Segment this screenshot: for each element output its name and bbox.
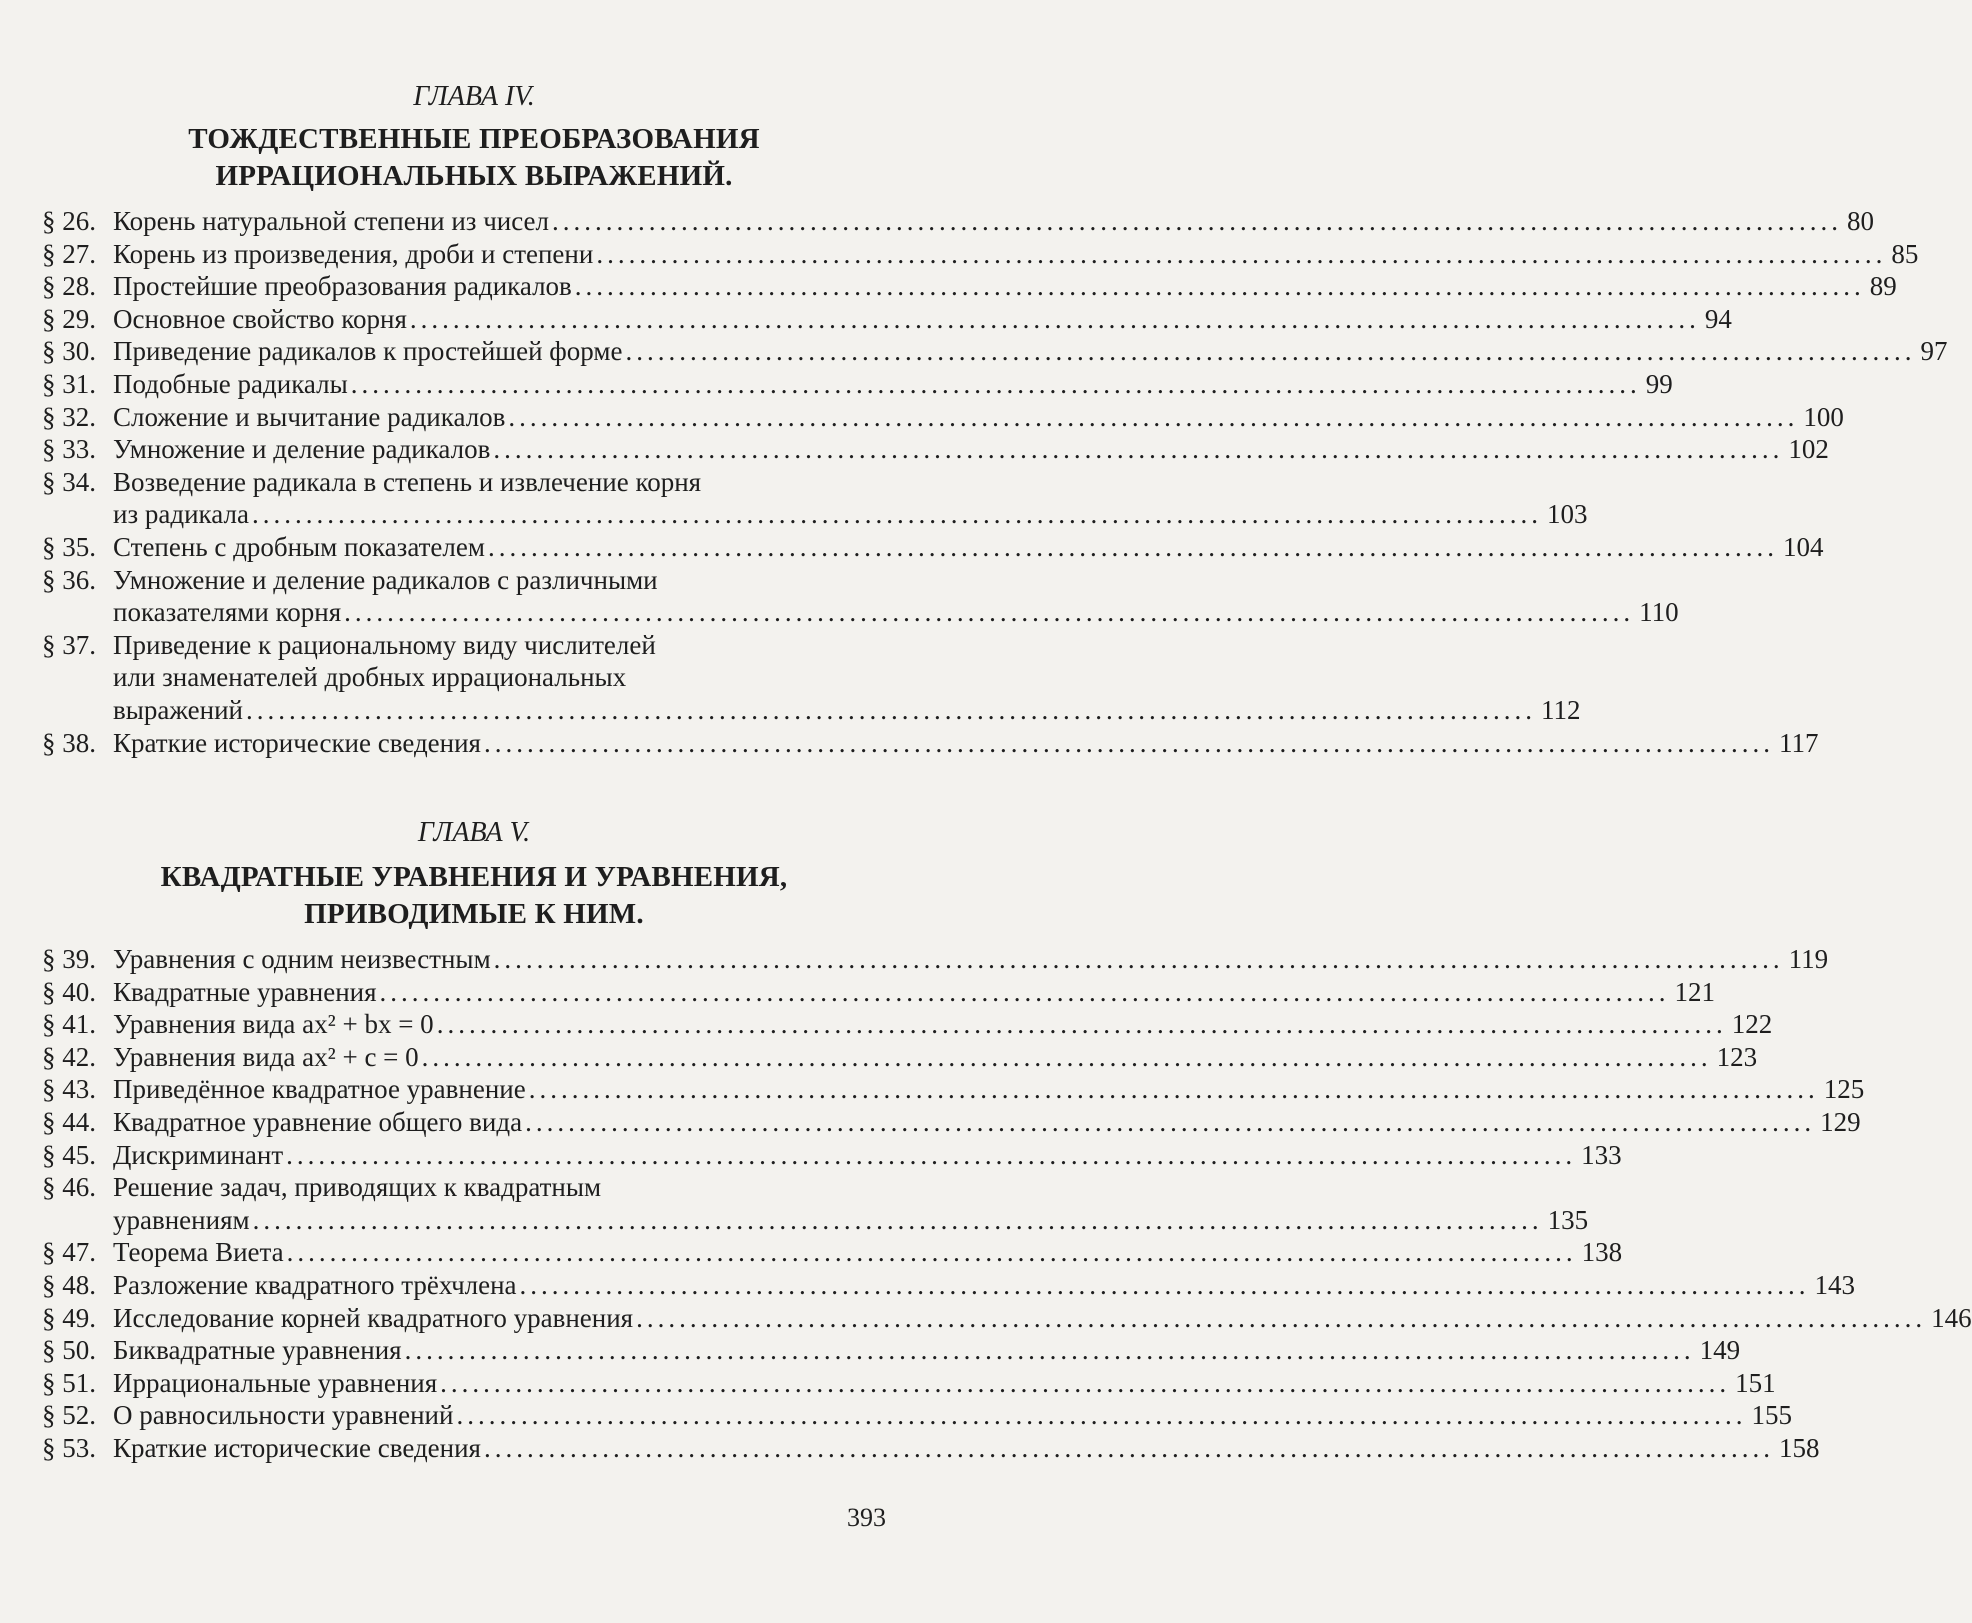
dot-leader: ........................................................................................................................: [528, 1074, 1819, 1105]
page-ref: 155: [1751, 1400, 1792, 1431]
dot-leader: ........................................................................................................................: [487, 531, 1778, 562]
entry-body: [113, 368, 1673, 401]
section-number: § 27.: [42, 238, 96, 269]
entry-body: [113, 1236, 1623, 1269]
entry-body: [113, 466, 1588, 531]
entry-title-line: Исследование корней квадратного уравнения: [113, 1302, 634, 1333]
page-ref: 149: [1699, 1335, 1741, 1366]
toc-entry: [42, 976, 1716, 1009]
toc-entry: [42, 401, 1844, 434]
section-number: § 46.: [42, 1172, 96, 1203]
entry-last-line: [113, 238, 1919, 271]
page-ref: 103: [1546, 499, 1588, 530]
entry-body: [113, 401, 1844, 434]
section-number: § 28.: [42, 271, 96, 302]
section-number: § 34.: [42, 466, 96, 497]
entry-title-line: Квадратное уравнение общего вида: [113, 1106, 523, 1137]
toc-entry: [42, 1171, 1589, 1236]
section-number: § 36.: [42, 564, 96, 595]
section-number: § 35.: [42, 531, 96, 562]
entry-body: [113, 303, 1732, 336]
section-number: § 30.: [42, 336, 96, 367]
entry-last-line: [113, 531, 1824, 564]
dot-leader: ........................................................................................................................: [409, 303, 1700, 334]
section-number: § 41.: [42, 1009, 96, 1040]
chapter-title-line: ТОЖДЕСТВЕННЫЕ ПРЕОБРАЗОВАНИЯ: [188, 123, 760, 155]
dot-leader: ........................................................................................................................: [246, 694, 1537, 725]
entry-title-line: Возведение радикала в степень и извлечение корня: [113, 466, 702, 497]
chapter-title-line: ПРИВОДИМЫЕ К НИМ.: [304, 898, 644, 930]
section-number: § 37.: [42, 629, 96, 660]
entry-last-line: [113, 1041, 1758, 1074]
page-ref: 158: [1778, 1432, 1820, 1463]
toc-entry: [42, 1041, 1758, 1074]
entry-body: [113, 1399, 1792, 1432]
page-ref: 138: [1581, 1237, 1623, 1268]
dot-leader: ........................................................................................................................: [493, 434, 1784, 465]
toc-entry: [42, 466, 1588, 531]
chapter-title-line: КВАДРАТНЫЕ УРАВНЕНИЯ И УРАВНЕНИЯ,: [160, 861, 788, 893]
entry-body: [113, 1432, 1820, 1465]
entry-title-line: Разложение квадратного трёхчлена: [113, 1269, 517, 1300]
page-ref: 135: [1547, 1204, 1589, 1235]
dot-leader: ........................................................................................................................: [483, 1432, 1774, 1463]
entry-title-line: Простейшие преобразования радикалов: [113, 271, 572, 302]
toc-entry: [42, 205, 1875, 238]
dot-leader: ........................................................................................................................: [404, 1335, 1695, 1366]
section-number: § 38.: [42, 727, 96, 758]
dot-leader: ........................................................................................................................: [350, 368, 1641, 399]
entry-last-line: [113, 1334, 1741, 1367]
toc-entry: [42, 270, 1897, 303]
toc-entry: [42, 629, 1581, 727]
chapter-5-label: ГЛАВА V.: [417, 817, 531, 848]
entry-body: [113, 1041, 1758, 1074]
entry-last-line: [113, 694, 1581, 727]
entry-body: [113, 727, 1819, 760]
page-ref: 117: [1778, 727, 1819, 758]
entry-last-line: [113, 1302, 1972, 1335]
page-ref: 99: [1645, 368, 1673, 399]
entry-body: [113, 238, 1919, 271]
section-number: § 40.: [42, 976, 96, 1007]
entry-title-line: Биквадратные уравнения: [113, 1335, 402, 1366]
page-ref: 94: [1704, 303, 1732, 334]
chapter-5-title: [0, 859, 948, 933]
entry-last-line: [113, 1236, 1623, 1269]
entry-last-line: [113, 976, 1716, 1009]
section-number: § 39.: [42, 944, 96, 974]
entry-last-line: [113, 335, 1948, 368]
entry-title-line: Дискриминант: [113, 1139, 284, 1170]
toc-entry: [42, 531, 1824, 564]
section-number: § 26.: [42, 206, 96, 236]
entry-title-line: или знаменателей дробных иррациональных: [113, 662, 627, 693]
entry-last-line: [113, 1432, 1820, 1465]
entry-last-line: [113, 368, 1673, 401]
chapter-4-label: ГЛАВА IV.: [413, 81, 535, 112]
entry-body: [113, 1334, 1741, 1367]
dot-leader: ........................................................................................................................: [636, 1302, 1927, 1333]
toc-entry: [42, 1236, 1623, 1269]
entry-title-line: Умножение и деление радикалов с различными: [113, 564, 658, 595]
entry-body: [113, 1139, 1622, 1172]
entry-title-line: показателями корня: [113, 597, 342, 628]
dot-leader: ........................................................................................................................: [286, 1237, 1577, 1268]
dot-leader: ........................................................................................................................: [508, 401, 1799, 432]
section-number: § 31.: [42, 368, 96, 399]
entry-body: [113, 629, 1581, 727]
entry-title-line: Корень из произведения, дроби и степени: [113, 238, 594, 269]
section-number: § 51.: [42, 1367, 96, 1398]
entry-body: [113, 531, 1824, 564]
toc-entry: [42, 564, 1679, 629]
toc-entry: [42, 943, 1829, 976]
entry-last-line: [113, 1073, 1865, 1106]
entry-body: [113, 976, 1716, 1009]
dot-leader: ........................................................................................................................: [574, 271, 1865, 302]
dot-leader: ........................................................................................................................: [344, 597, 1635, 628]
section-number: § 44.: [42, 1106, 96, 1137]
toc-entry: [42, 1008, 1773, 1041]
toc-entry: [42, 1302, 1972, 1335]
toc-entry: [42, 1269, 1856, 1302]
section-number: § 29.: [42, 303, 96, 334]
toc-entry: [42, 1106, 1861, 1139]
dot-leader: ........................................................................................................................: [596, 238, 1887, 269]
entry-body: [113, 335, 1948, 368]
section-number: § 43.: [42, 1074, 96, 1105]
dot-leader: ........................................................................................................................: [519, 1269, 1810, 1300]
page-number: 393: [847, 1503, 886, 1532]
entry-title-line: Решение задач, приводящих к квадратным: [113, 1172, 602, 1203]
page-ref: 133: [1581, 1139, 1622, 1170]
page-ref: 119: [1788, 944, 1829, 974]
entry-title-line: Степень с дробным показателем: [113, 531, 485, 562]
dot-leader: ........................................................................................................................: [525, 1106, 1816, 1137]
toc-entry: [42, 727, 1819, 760]
entry-last-line: [113, 1367, 1776, 1400]
toc-entry: [42, 238, 1919, 271]
dot-leader: ........................................................................................................................: [483, 727, 1774, 758]
dot-leader: ........................................................................................................................: [493, 944, 1784, 974]
toc-entry: [42, 1073, 1865, 1106]
entry-title-line: Иррациональные уравнения: [113, 1367, 438, 1398]
entry-title-line: Основное свойство корня: [113, 303, 407, 334]
section-number: § 50.: [42, 1335, 96, 1366]
entry-body: [113, 1106, 1861, 1139]
entry-title-line: из радикала: [113, 499, 249, 530]
page-ref: 80: [1847, 206, 1875, 236]
entry-body: [113, 270, 1897, 303]
entry-last-line: [113, 727, 1819, 760]
toc-entry: [42, 433, 1829, 466]
page-ref: 123: [1716, 1041, 1758, 1072]
entry-title-line: Умножение и деление радикалов: [113, 434, 491, 465]
entry-body: [113, 564, 1679, 629]
entry-last-line: [113, 1139, 1622, 1172]
page-ref: 122: [1731, 1009, 1773, 1040]
dot-leader: ........................................................................................................................: [625, 336, 1916, 367]
dot-leader: ........................................................................................................................: [440, 1367, 1731, 1398]
entry-last-line: [113, 1399, 1792, 1432]
toc-entry: [42, 1432, 1820, 1465]
entry-title-line: Теорема Виета: [113, 1237, 284, 1268]
page-ref: 121: [1674, 976, 1716, 1007]
entry-title-line: О равносильности уравнений: [113, 1400, 454, 1431]
entry-last-line: [113, 205, 1875, 238]
entry-last-line: [113, 303, 1732, 336]
dot-leader: ........................................................................................................................: [286, 1139, 1577, 1170]
entry-body: [113, 205, 1875, 238]
entry-body: [113, 1171, 1589, 1236]
page-ref: 97: [1920, 336, 1948, 367]
page-ref: 104: [1782, 531, 1824, 562]
entry-last-line: [113, 1106, 1861, 1139]
entry-title-line: Краткие исторические сведения: [113, 1432, 481, 1463]
chapter-4-title: [0, 121, 948, 195]
dot-leader: ........................................................................................................................: [552, 206, 1843, 236]
page-ref: 89: [1869, 271, 1897, 302]
toc-entry: [42, 1139, 1622, 1172]
entry-title-line: Квадратные уравнения: [113, 976, 377, 1007]
section-number: § 45.: [42, 1139, 96, 1170]
toc-entry: [42, 1399, 1792, 1432]
chapter-4-toc: [42, 205, 1948, 759]
entry-title-line: Приведение к рациональному виду числителей: [113, 629, 656, 660]
entry-last-line: [113, 498, 1588, 531]
entry-title-line: Сложение и вычитание радикалов: [113, 401, 506, 432]
section-number: § 49.: [42, 1302, 96, 1333]
chapter-title-line: ИРРАЦИОНАЛЬНЫХ ВЫРАЖЕНИЙ.: [215, 160, 733, 192]
entry-title-line: Корень натуральной степени из чисел: [113, 206, 550, 236]
entry-body: [113, 1302, 1972, 1335]
toc-entry: [42, 1367, 1776, 1400]
entry-title-line: Подобные радикалы: [113, 368, 348, 399]
section-number: § 52.: [42, 1400, 96, 1431]
entry-title-line: Уравнения с одним неизвестным: [113, 944, 491, 974]
entry-last-line: [113, 1204, 1589, 1237]
section-number: § 42.: [42, 1041, 96, 1072]
entry-last-line: [113, 943, 1829, 976]
toc-entry: [42, 303, 1732, 336]
page-ref: 129: [1820, 1106, 1861, 1137]
entry-body: [113, 1367, 1776, 1400]
page-ref: 100: [1803, 401, 1844, 432]
entry-last-line: [113, 270, 1897, 303]
dot-leader: ........................................................................................................................: [252, 1204, 1543, 1235]
page-ref: 125: [1823, 1074, 1865, 1105]
entry-body: [113, 1008, 1773, 1041]
section-number: § 32.: [42, 401, 96, 432]
dot-leader: ........................................................................................................................: [456, 1400, 1747, 1431]
entry-body: [113, 1073, 1865, 1106]
entry-title-line: уравнениям: [113, 1204, 250, 1235]
entry-title-line: Приведённое квадратное уравнение: [113, 1074, 526, 1105]
page-ref: 102: [1788, 434, 1829, 465]
dot-leader: ........................................................................................................................: [251, 499, 1542, 530]
section-number: § 53.: [42, 1432, 96, 1463]
entry-last-line: [113, 1269, 1856, 1302]
page-ref: 143: [1814, 1269, 1856, 1300]
entry-last-line: [113, 401, 1844, 434]
entry-last-line: [113, 596, 1679, 629]
section-number: § 47.: [42, 1237, 96, 1268]
toc-entry: [42, 368, 1673, 401]
dot-leader: ........................................................................................................................: [379, 976, 1670, 1007]
page-ref: 151: [1735, 1367, 1776, 1398]
entry-body: [113, 1269, 1856, 1302]
entry-title-line: Краткие исторические сведения: [113, 727, 481, 758]
dot-leader: ........................................................................................................................: [421, 1041, 1712, 1072]
toc-entry: [42, 335, 1948, 368]
dot-leader: ........................................................................................................................: [436, 1009, 1727, 1040]
page-ref: 85: [1891, 238, 1919, 269]
chapter-5-toc: [42, 943, 1972, 1465]
entry-last-line: [113, 433, 1829, 466]
page-ref: 110: [1639, 597, 1679, 628]
entry-last-line: [113, 1008, 1773, 1041]
entry-title-line: выражений: [113, 694, 244, 725]
entry-title-line: Уравнения вида ax² + c = 0: [113, 1041, 419, 1072]
toc-entry: [42, 1334, 1741, 1367]
entry-body: [113, 433, 1829, 466]
section-number: § 33.: [42, 434, 96, 465]
entry-title-line: Уравнения вида ax² + bx = 0: [113, 1009, 434, 1040]
section-number: § 48.: [42, 1269, 96, 1300]
entry-title-line: Приведение радикалов к простейшей форме: [113, 336, 623, 367]
entry-body: [113, 943, 1829, 976]
page-ref: 112: [1541, 694, 1581, 725]
page-ref: 146: [1931, 1302, 1972, 1333]
